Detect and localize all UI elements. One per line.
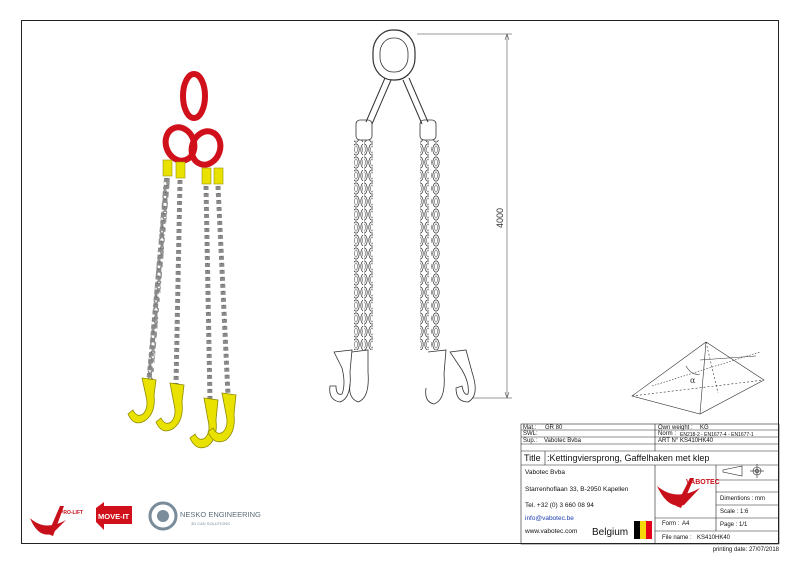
hook-left-2: [156, 383, 184, 431]
dimensions-unit: Dimentions : mm: [720, 496, 766, 502]
hook-drawing: [450, 350, 475, 402]
printing-date: printing date: 27/07/2018: [712, 547, 779, 553]
company-address: Starrenhoflaan 33, B-2950 Kapellen: [525, 486, 629, 493]
prolift-logo-text: PRO-LIFT: [60, 510, 84, 516]
file-name-value: KS410HK40: [697, 535, 731, 541]
vabotec-logo-mark: [657, 478, 720, 508]
own-weight-unit: KG: [700, 425, 709, 431]
hook-drawing: [350, 350, 369, 402]
dimension-label: 4000: [495, 207, 505, 229]
color-sling-render: [128, 74, 236, 448]
angle-label: α: [690, 376, 696, 385]
sup-label: Sup.:: [523, 438, 538, 444]
connector: [214, 168, 223, 184]
hook-drawing: [330, 350, 352, 402]
chain-leg-drawing: [354, 140, 363, 350]
chain-leg-drawing: [420, 140, 429, 350]
title-row: [521, 451, 779, 465]
line-drawing: [330, 30, 512, 404]
form-label: Form :: [662, 521, 680, 527]
chain-leg-drawing: [431, 140, 440, 350]
chain-leg-drawing: [364, 140, 373, 350]
norm-value: EN218-2 - EN1677-4 - EN1677-1: [680, 432, 754, 438]
swl-label: SWL:: [523, 431, 538, 437]
own-weight-label: Own weight :: [658, 425, 693, 431]
company-email[interactable]: info@vabotec.be: [525, 515, 574, 522]
company-website[interactable]: www.vabotec.com: [525, 528, 578, 535]
hook-left-1: [128, 378, 156, 423]
company-name: Vabotec Bvba: [525, 469, 565, 476]
nesko-logo-name: NESKO ENGINEERING: [180, 510, 261, 519]
connector: [176, 162, 185, 178]
mat-label: Mat.:: [523, 425, 537, 431]
title-label: Title: [524, 453, 541, 463]
form-value: A4: [682, 521, 690, 527]
country-name: Belgium: [592, 527, 629, 538]
moveit-logo-text: MOVE-IT: [98, 512, 130, 521]
intermediate-link: [366, 78, 428, 124]
connector: [163, 160, 172, 176]
master-ring: [183, 74, 205, 118]
sup-value: Vabotec Bvba: [544, 438, 581, 444]
art-value: KS410HK40: [680, 438, 714, 444]
belgium-flag: [634, 521, 652, 539]
angle-diagram: [632, 342, 764, 414]
norm-label: Norm :: [658, 431, 676, 437]
connector: [202, 168, 211, 184]
nesko-logo-mark: [150, 503, 176, 529]
file-name-label: File name :: [662, 535, 692, 541]
art-label: ART N°: [658, 438, 679, 444]
master-link: [373, 30, 415, 80]
hook-drawing: [426, 350, 446, 404]
page-number: Page : 1/1: [720, 522, 748, 528]
scale: Scale : 1:6: [720, 509, 749, 515]
mat-value: GR 80: [545, 425, 563, 431]
drawing-title: :Kettingviersprong, Gaffelhaken met klep: [547, 453, 710, 463]
company-phone: Tel. +32 (0) 3 660 08 94: [525, 502, 594, 509]
vabotec-logo-text: VABOTEC: [686, 479, 720, 486]
nesko-logo-tagline: 3D CAD SOLUTIONS: [191, 521, 230, 526]
